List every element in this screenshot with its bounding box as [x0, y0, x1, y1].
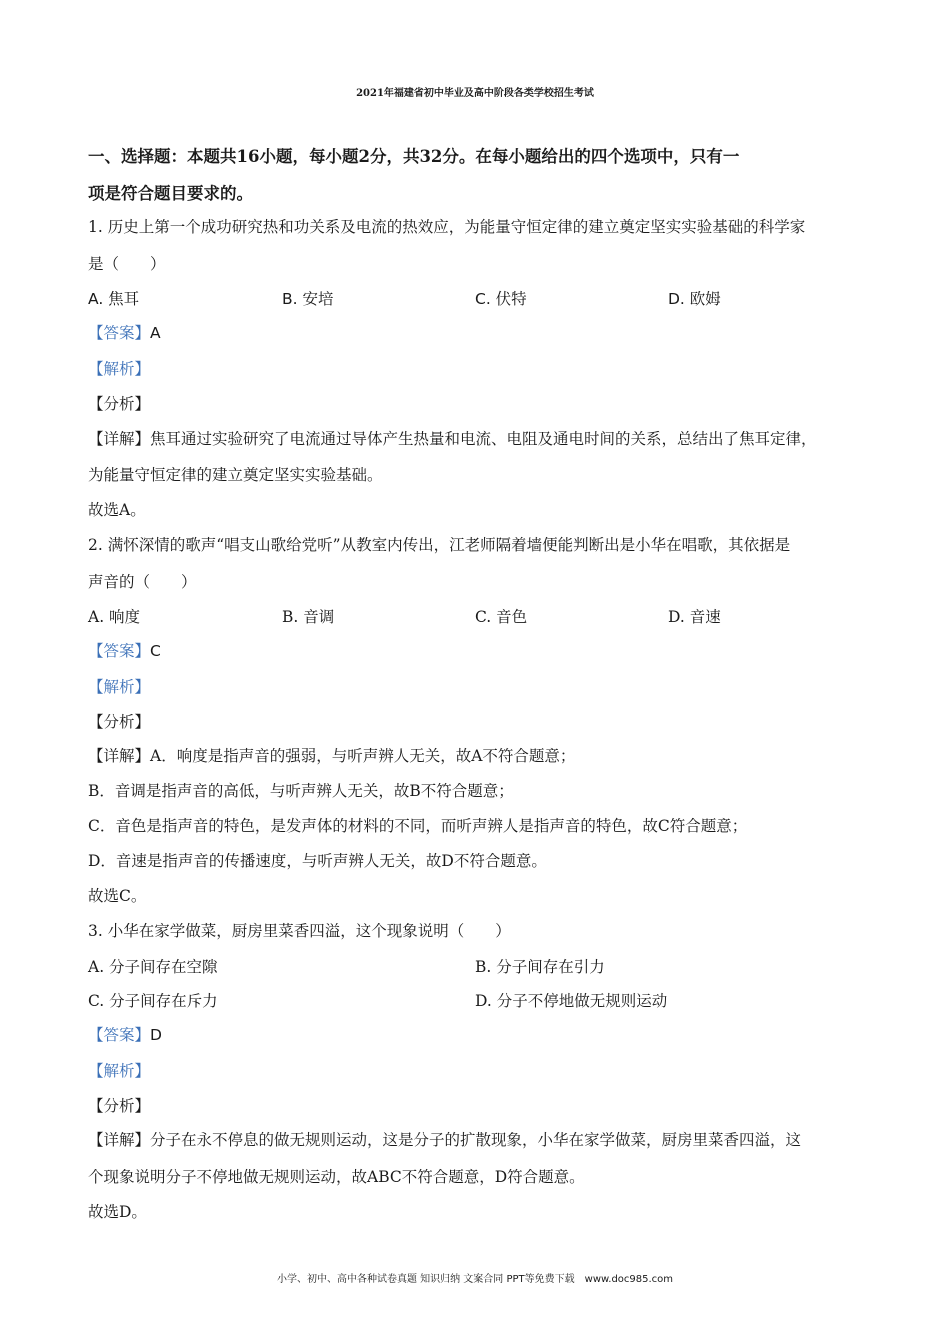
q2-detail-line3: C．音色是指声音的特色，是发声体的材料的不同，而听声辨人是指声音的特色，故C符合题意； [88, 817, 748, 835]
q1-detail-line2: 为能量守恒定律的建立奠定坚实实验基础。 [88, 466, 383, 484]
q3-option-a: A. 分子间存在空隙 [88, 958, 218, 976]
q1-conclusion: 故选A。 [88, 501, 146, 519]
q2-fenxi-label: 【分析】 [88, 713, 151, 731]
q3-answer-row: 【答案】D [88, 1026, 162, 1044]
q3-detail-line2: 个现象说明分子不停地做无规则运动，故ABC不符合题意，D符合题意。 [88, 1168, 585, 1186]
section-heading-line1: 一、选择题：本题共16小题，每小题2分，共32分。在每小题给出的四个选项中，只有一 [88, 147, 740, 166]
q3-detail-line1: 【详解】分子在永不停息的做无规则运动，这是分子的扩散现象，小华在家学做菜，厨房里菜香四溢，这 [88, 1131, 802, 1149]
q2-detail-line4: D．音速是指声音的传播速度，与听声辨人无关，故D不符合题意。 [88, 852, 547, 870]
q1-answer-row [88, 321, 161, 343]
q2-conclusion: 故选C。 [88, 887, 147, 905]
q2-detail-line1: 【详解】A．响度是指声音的强弱，与听声辨人无关，故A不符合题意； [88, 747, 576, 765]
q3-option-c: C. 分子间存在斥力 [88, 992, 218, 1010]
q1-detail-line1: 【详解】焦耳通过实验研究了电流通过导体产生热量和电流、电阻及通电时间的关系，总结出了焦耳定律， [88, 430, 817, 448]
section-heading-line2: 项是符合题目要求的。 [88, 184, 253, 203]
q2-stem-line1: 2. 满怀深情的歌声“唱支山歌给党听”从教室内传出，江老师隔着墙便能判断出是小华在唱歌，其依据是 [88, 536, 791, 554]
q2-answer-row: 【答案】C [88, 642, 161, 660]
q1-option-d: D. 欧姆 [668, 290, 721, 308]
q3-fenxi-label: 【分析】 [88, 1097, 151, 1115]
q2-analysis-label: 【解析】 [88, 678, 151, 696]
q2-detail-line2: B．音调是指声音的高低，与听声辨人无关，故B不符合题意； [88, 782, 514, 800]
footer-watermark: 小学、初中、高中各种试卷真题 知识归纳 文案合同 PPT等免费下载 www.doc985.com [276, 1274, 674, 1285]
q2-option-d: D. 音速 [668, 608, 721, 626]
q3-answer-value: D [150, 1026, 162, 1044]
q3-option-b: B. 分子间存在引力 [475, 958, 605, 976]
q2-stem-line2: 声音的（ ） [88, 573, 197, 591]
q2-option-c: C. 音色 [475, 608, 528, 626]
q3-stem-line1: 3. 小华在家学做菜，厨房里菜香四溢，这个现象说明（ ） [88, 922, 511, 940]
q1-answer-value: A [150, 324, 161, 342]
q1-stem-line1: 1. 历史上第一个成功研究热和功关系及电流的热效应，为能量守恒定律的建立奠定坚实实验基础的科学家 [88, 218, 806, 236]
answer-label: 【答案】 [88, 324, 151, 342]
q1-option-b: B. 安培 [282, 290, 334, 308]
exam-title: 2021年福建省初中毕业及高中阶段各类学校招生考试 [356, 88, 594, 99]
q1-option-c: C. 伏特 [475, 290, 527, 308]
q1-option-a: A. 焦耳 [88, 290, 140, 308]
q1-analysis-label: 【解析】 [88, 360, 151, 378]
q2-option-a: A. 响度 [88, 608, 141, 626]
q2-option-b: B. 音调 [282, 608, 335, 626]
q1-fenxi-label: 【分析】 [88, 395, 151, 413]
q3-analysis-label: 【解析】 [88, 1062, 151, 1080]
q3-option-d: D. 分子不停地做无规则运动 [475, 992, 668, 1010]
q2-answer-value: C [150, 642, 161, 660]
q1-stem-line2: 是（ ） [88, 255, 166, 273]
q3-conclusion: 故选D。 [88, 1203, 147, 1221]
